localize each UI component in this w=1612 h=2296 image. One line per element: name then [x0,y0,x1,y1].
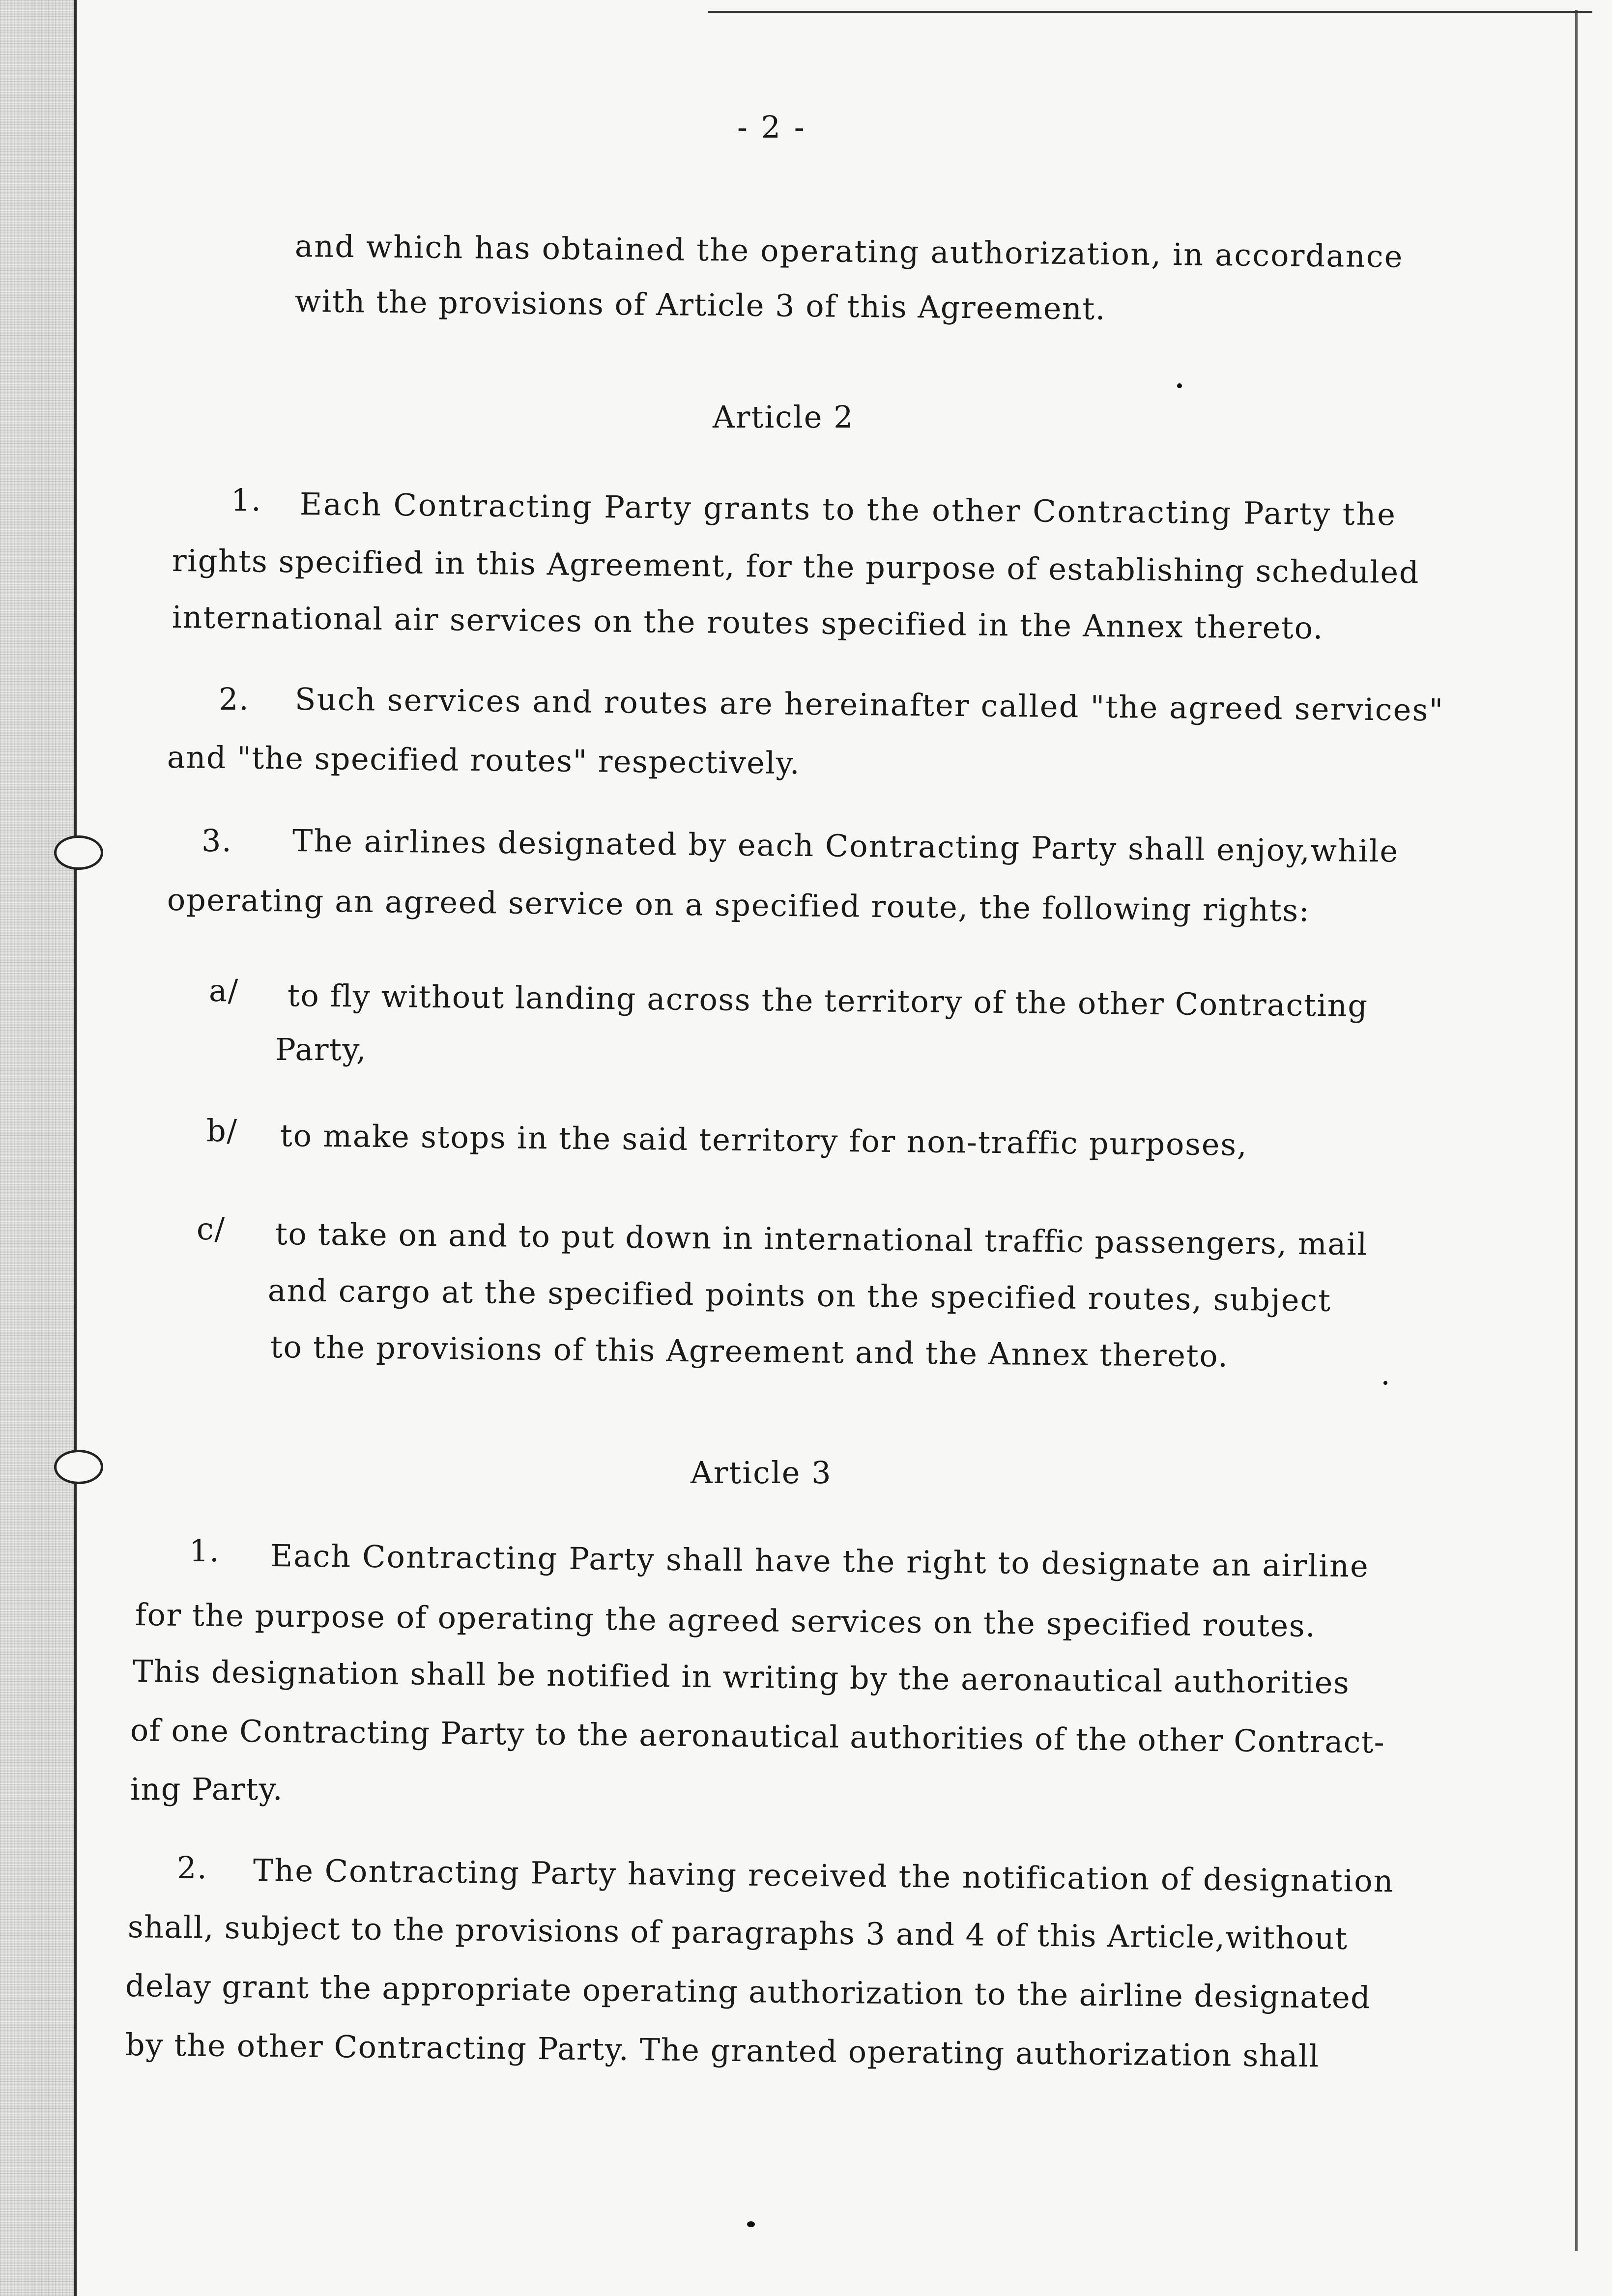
text-line: The airlines designated by each Contracting Party shall enjoy,while [292,823,1399,869]
paragraph-number: 2. [177,1850,208,1886]
paragraph-number: 2. [219,681,250,717]
paragraph-number: 3. [202,823,232,859]
binder-hole-lower [54,1450,103,1484]
text-line: and cargo at the specified points on the specified routes, subject [267,1272,1332,1319]
text-line: ing Party. [130,1771,284,1807]
text-line: delay grant the appropriate operating authorization to the airline designated [125,1968,1371,2016]
text-line: The Contracting Party having received the notification of designation [253,1852,1394,1899]
text-line: to fly without landing across the territory of the other Contracting [287,977,1369,1024]
text-line: by the other Contracting Party. The granted operating authorization shall [125,2027,1320,2074]
article-2-heading: Article 2 [713,399,854,435]
list-item-label: c/ [197,1211,226,1247]
scan-binding-noise [0,0,74,2296]
list-item-label: a/ [209,973,239,1008]
text-line: This designation shall be notified in writing by the aeronautical authorities [132,1653,1350,1701]
article-3-heading: Article 3 [691,1455,832,1491]
text-line: Such services and routes are hereinafter called "the agreed services" [294,681,1444,728]
text-line: to the provisions of this Agreement and the Annex thereto. [270,1329,1229,1374]
text-line: rights specified in this Agreement, for the purpose of establishing scheduled [172,543,1420,591]
text-line: Each Contracting Party grants to the other Contracting Party the [299,486,1397,533]
text-line: and which has obtained the operating authorization, in accordance [294,228,1404,275]
paragraph-number: 1. [231,482,262,518]
text-line: for the purpose of operating the agreed services on the specified routes. [135,1597,1316,1644]
page-number: - 2 - [737,109,806,145]
binder-hole-upper [54,835,103,870]
text-line: to take on and to put down in international traffic passengers, mail [275,1216,1368,1263]
right-page-edge [1575,10,1578,2251]
scan-speck [1177,383,1182,388]
scan-speck [1383,1381,1387,1385]
text-line: to make stops in the said territory for non-traffic purposes, [280,1118,1248,1163]
text-line: Party, [275,1032,367,1067]
list-item-label: b/ [206,1113,238,1148]
text-line: with the provisions of Article 3 of this Agreement. [294,283,1106,327]
text-line: Each Contracting Party shall have the right to designate an airline [270,1538,1370,1584]
text-line: and "the specified routes" respectively. [167,739,801,781]
top-page-edge [708,11,1592,13]
text-line: of one Contracting Party to the aeronautical authorities of the other Contract- [130,1712,1385,1760]
paragraph-number: 1. [189,1533,220,1569]
text-line: shall, subject to the provisions of paragraphs 3 and 4 of this Article,without [127,1909,1348,1956]
text-line: operating an agreed service on a specified route, the following rights: [167,882,1310,929]
left-page-edge [74,0,77,2296]
scan-speck [747,2221,755,2227]
text-line: international air services on the routes specified in the Annex thereto. [172,599,1324,646]
